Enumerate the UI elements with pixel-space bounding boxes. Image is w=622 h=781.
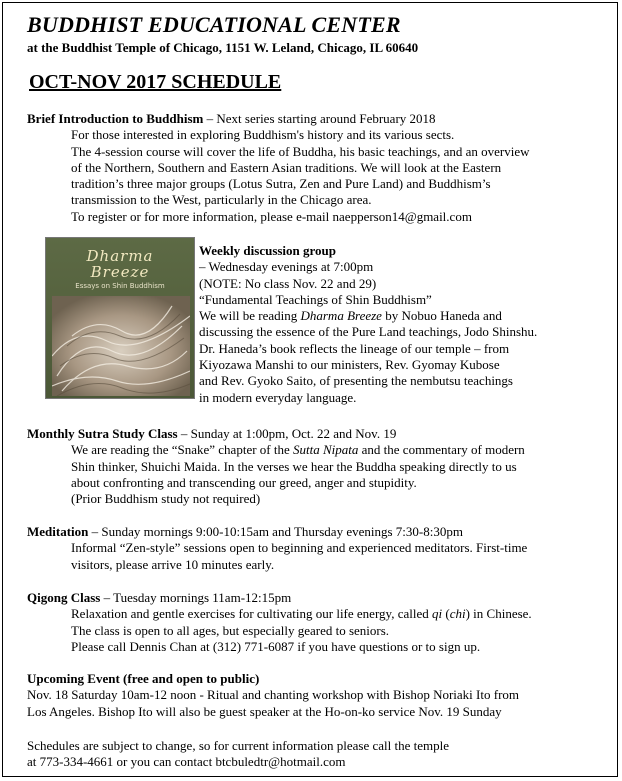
weekly-section: [199, 243, 609, 406]
event-section: [27, 671, 617, 720]
intro-heading: Brief Introduction to Buddhism: [27, 111, 204, 126]
term-chi: chi: [449, 606, 466, 622]
book-title-line: Dharma: [86, 247, 154, 265]
qigong-line: The class is open to all ages, but especially geared to seniors.: [71, 622, 390, 638]
sutra-line: about confronting and transcending our greed, anger and stupidity.: [71, 474, 417, 490]
text-span: We are reading the “Snake” chapter of the: [71, 442, 294, 458]
intro-line: The 4-session course will cover the life of Buddha, his basic teachings, and an overview: [71, 143, 530, 159]
qigong-heading: Qigong Class: [27, 590, 101, 605]
intro-line: tradition’s three major groups (Lotus Sutra, Zen and Pure Land) and Buddhism’s: [71, 176, 491, 192]
schedule-flyer: [2, 2, 618, 777]
intro-line: For those interested in exploring Buddhism's history and its various sects.: [71, 127, 455, 143]
qigong-line: Please call Dennis Chan at (312) 771-6087 if you have questions or to sign up.: [71, 638, 481, 654]
text-span: by Nobuo Haneda and: [381, 308, 502, 324]
event-line: Nov. 18 Saturday 10am-12 noon - Ritual and chanting workshop with Bishop Noriaki Ito from: [27, 687, 520, 703]
sutra-line: (Prior Buddhism study not required): [71, 491, 261, 507]
meditation-heading-line: [27, 524, 617, 540]
text-span: (: [442, 606, 450, 622]
sutra-line: Shin thinker, Shuichi Maida. In the verses we hear the Buddha speaking directly to us: [71, 458, 517, 474]
event-line: Los Angeles. Bishop Ito will also be guest speaker at the Ho-on-ko service Nov. 19 Sunday: [27, 703, 502, 719]
text-span: and the commentary of modern: [358, 442, 525, 458]
book-subtitle: Essays on Shin Buddhism: [75, 282, 165, 290]
text-span: ) in Chinese.: [465, 606, 532, 622]
meditation-heading-rest: – Sunday mornings 9:00-10:15am and Thursday evenings 7:30-8:30pm: [88, 524, 463, 539]
event-heading: Upcoming Event (free and open to public): [27, 671, 260, 686]
intro-section: [27, 111, 617, 225]
sutra-heading: Monthly Sutra Study Class: [27, 426, 178, 441]
weekly-line: Kiyozawa Manshi to our ministers, Rev. Gyomay Kubose: [199, 357, 500, 373]
sutra-title-ref: Sutta Nipata: [293, 442, 359, 458]
meditation-heading: Meditation: [27, 524, 89, 539]
intro-line: of the Northern, Southern and Eastern Asian traditions. We will look at the Eastern: [71, 159, 502, 175]
footer-section: [27, 738, 617, 771]
weekly-line: (NOTE: No class Nov. 22 and 29): [199, 275, 377, 291]
weekly-line: in modern everyday language.: [199, 389, 357, 405]
book-title: [46, 248, 194, 280]
qigong-heading-line: [27, 590, 617, 606]
sutra-heading-rest: – Sunday at 1:00pm, Oct. 22 and Nov. 19: [177, 426, 397, 441]
meditation-line: visitors, please arrive 10 minutes early.: [71, 556, 275, 572]
address-line: at the Buddhist Temple of Chicago, 1151 W. Leland, Chicago, IL 60640: [27, 40, 419, 55]
weekly-line: – Wednesday evenings at 7:00pm: [199, 259, 374, 275]
intro-line: transmission to the West, particularly in the Chicago area.: [71, 192, 372, 208]
qigong-heading-rest: – Tuesday mornings 11am-12:15pm: [100, 590, 292, 605]
qigong-section: [27, 590, 617, 655]
weekly-line: and Rev. Gyoko Saito, of presenting the nembutsu teachings: [199, 373, 513, 389]
intro-heading-line: [27, 111, 617, 127]
hair-texture-image: [52, 296, 190, 396]
text-span: We will be reading: [199, 308, 301, 324]
footer-line: Schedules are subject to change, so for current information please call the temple: [27, 738, 449, 753]
sutra-section: [27, 426, 617, 507]
weekly-line: “Fundamental Teachings of Shin Buddhism”: [199, 291, 432, 307]
book-title-ref: Dharma Breeze: [300, 308, 382, 324]
sutra-heading-line: [27, 426, 617, 442]
meditation-line: Informal “Zen-style” sessions open to beginning and experienced meditators. First-time: [71, 540, 528, 556]
intro-line-email: To register or for more information, please e-mail naepperson14@gmail.com: [71, 208, 472, 224]
intro-heading-rest: – Next series starting around February 2018: [203, 111, 436, 126]
weekly-line: Dr. Haneda’s book reflects the lineage of our temple – from: [199, 340, 510, 356]
qigong-line: [27, 606, 617, 622]
book-cover-image: [45, 237, 195, 399]
meditation-section: [27, 524, 617, 573]
weekly-line: discussing the essence of the Pure Land teachings, Jodo Shinshu.: [199, 324, 538, 340]
footer-line: at 773-334-4661 or you can contact btcbuledtr@hotmail.com: [27, 754, 346, 770]
text-span: Relaxation and gentle exercises for cultivating our life energy, called: [71, 606, 432, 622]
sutra-line: [27, 442, 617, 458]
weekly-heading: Weekly discussion group: [199, 243, 337, 258]
schedule-title: OCT-NOV 2017 SCHEDULE: [29, 71, 282, 93]
term-qi: qi: [431, 606, 443, 622]
weekly-line: [199, 308, 609, 324]
book-title-line: Breeze: [90, 263, 150, 281]
org-title: BUDDHIST EDUCATIONAL CENTER: [27, 12, 401, 37]
